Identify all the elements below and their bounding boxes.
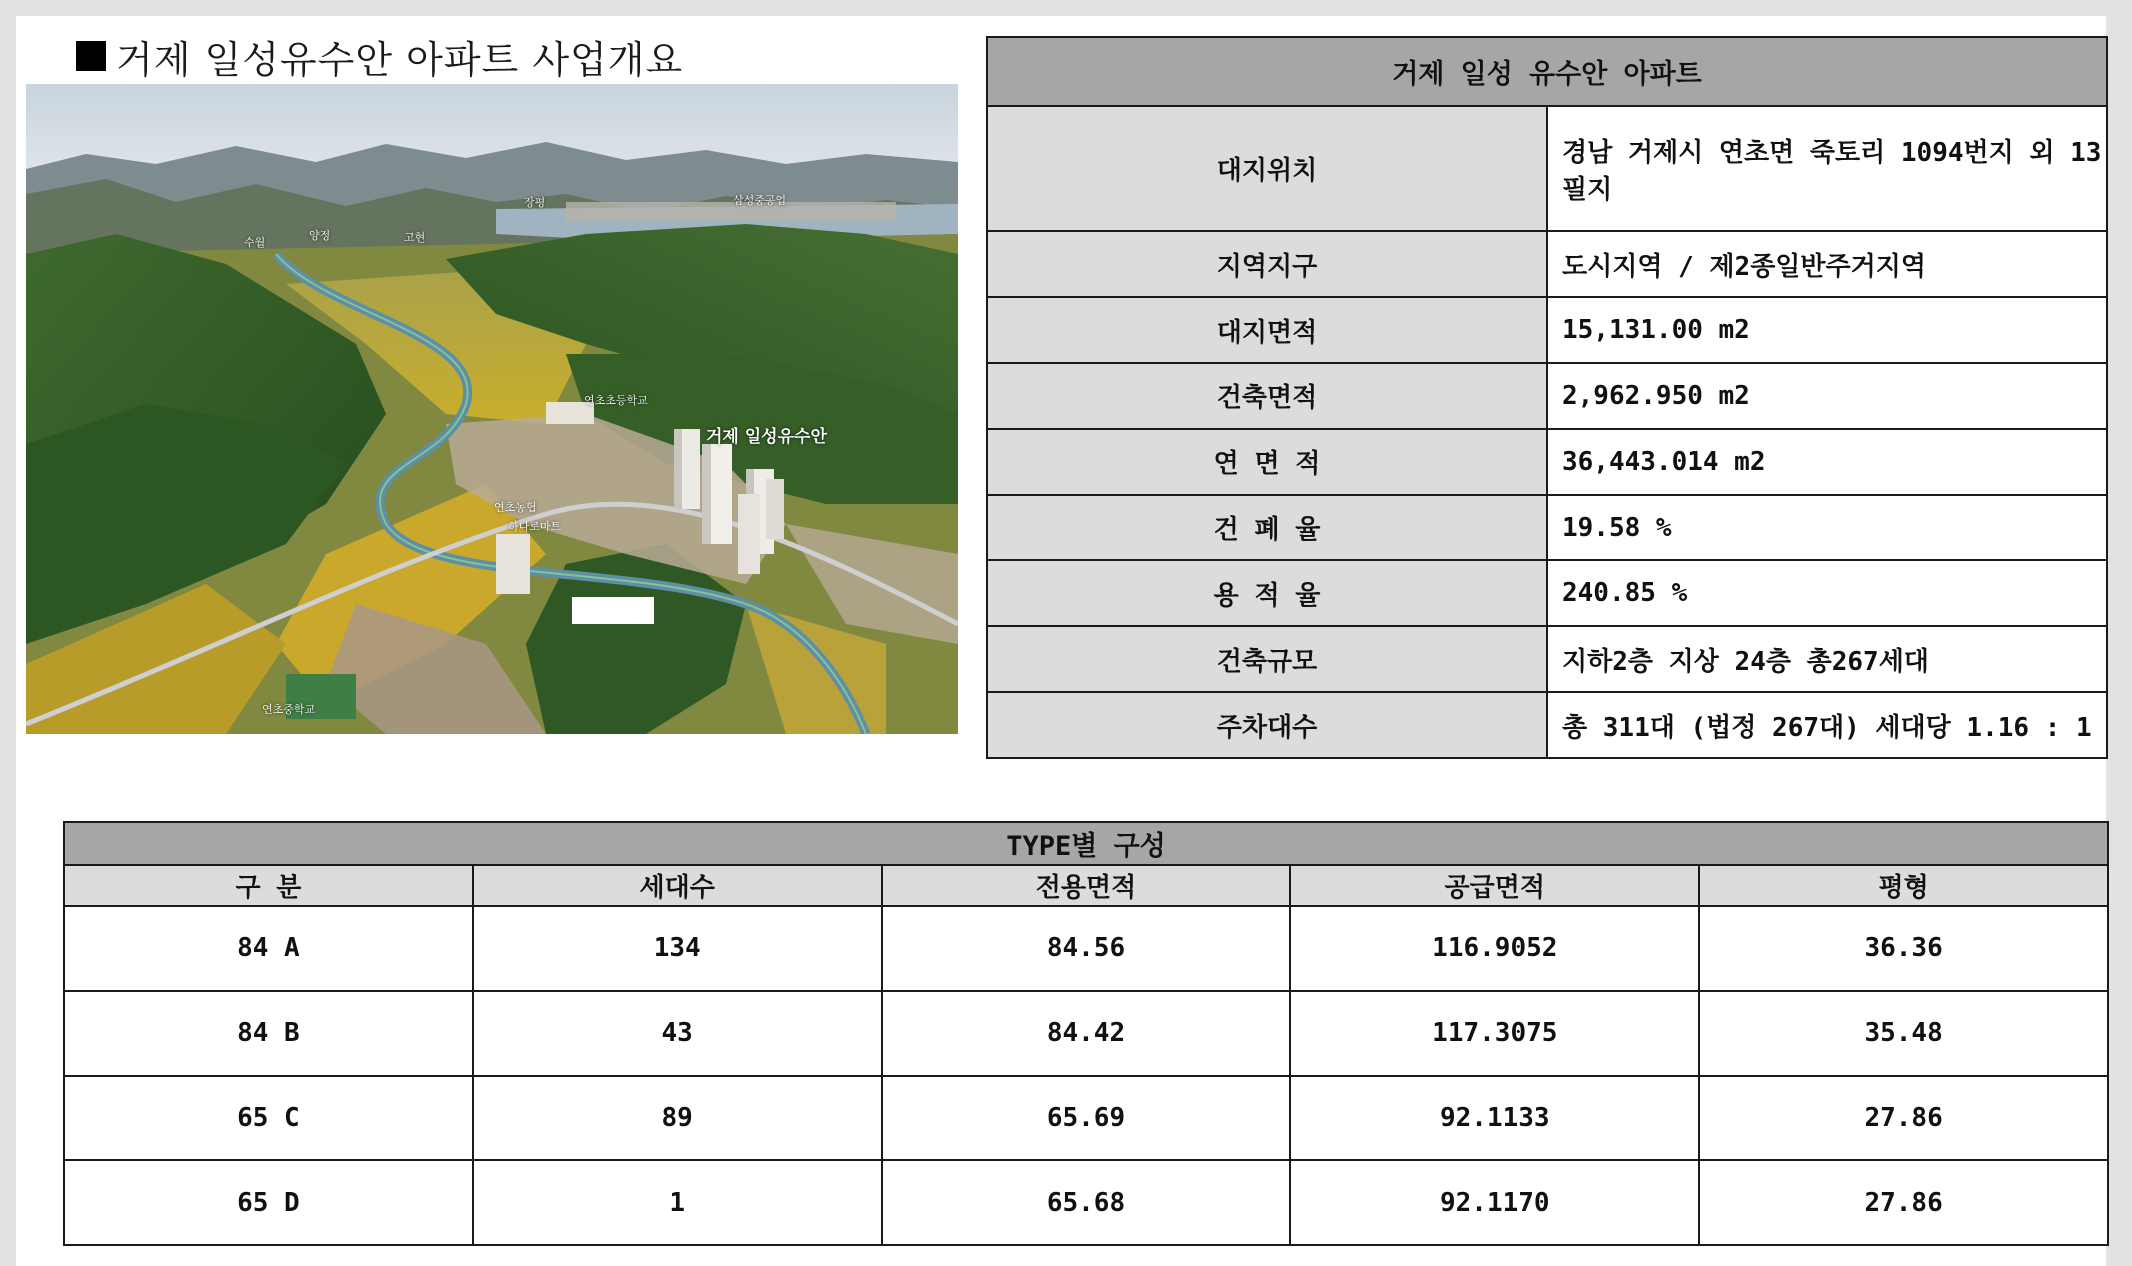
cell-type: 84 A bbox=[64, 906, 473, 991]
spec-value-site-location: 경남 거제시 연초면 죽토리 1094번지 외 13필지 bbox=[1547, 106, 2107, 231]
bullet-square-icon bbox=[76, 41, 106, 71]
cell-supply-area: 116.9052 bbox=[1290, 906, 1699, 991]
spec-row bbox=[987, 297, 2107, 363]
redaction-box bbox=[572, 597, 654, 624]
type-table bbox=[63, 821, 2109, 1246]
cell-type: 84 B bbox=[64, 991, 473, 1076]
page bbox=[16, 16, 2106, 1266]
spec-title: 거제 일성 유수안 아파트 bbox=[987, 37, 2107, 106]
spec-row bbox=[987, 692, 2107, 758]
cell-type: 65 D bbox=[64, 1160, 473, 1245]
spec-value-coverage-ratio: 19.58 % bbox=[1547, 495, 2107, 561]
table-row bbox=[64, 1160, 2108, 1245]
table-row bbox=[64, 906, 2108, 991]
label-yangjeong: 양정 bbox=[309, 229, 331, 242]
cell-supply-area: 92.1170 bbox=[1290, 1160, 1699, 1245]
spec-row bbox=[987, 626, 2107, 692]
spec-row bbox=[987, 429, 2107, 495]
label-elementary-school: 연초초등학교 bbox=[584, 394, 648, 407]
label-project-site: 거제 일성유수안 bbox=[706, 427, 827, 447]
cell-households: 134 bbox=[473, 906, 882, 991]
header-households: 세대수 bbox=[473, 865, 882, 906]
type-title-row bbox=[64, 822, 2108, 865]
spec-row bbox=[987, 231, 2107, 297]
spec-label-zoning: 지역지구 bbox=[987, 231, 1547, 297]
spec-row bbox=[987, 363, 2107, 429]
spec-value-site-area: 15,131.00 m2 bbox=[1547, 297, 2107, 363]
cell-households: 89 bbox=[473, 1076, 882, 1161]
spec-value-zoning: 도시지역 / 제2종일반주거지역 bbox=[1547, 231, 2107, 297]
header-supply-area: 공급면적 bbox=[1290, 865, 1699, 906]
spec-row bbox=[987, 495, 2107, 561]
spec-value-parking: 총 311대 (법정 267대) 세대당 1.16 : 1 bbox=[1547, 692, 2107, 758]
spec-value-building-area: 2,962.950 m2 bbox=[1547, 363, 2107, 429]
spec-label-building-scale: 건축규모 bbox=[987, 626, 1547, 692]
spec-label-parking: 주차대수 bbox=[987, 692, 1547, 758]
spec-label-building-area: 건축면적 bbox=[987, 363, 1547, 429]
cell-pyeong: 36.36 bbox=[1699, 906, 2108, 991]
spec-value-gross-floor-area: 36,443.014 m2 bbox=[1547, 429, 2107, 495]
spec-label-gross-floor-area: 연 면 적 bbox=[987, 429, 1547, 495]
distant-city bbox=[566, 202, 896, 222]
label-hanaro-mart: 하나로마트 bbox=[508, 520, 562, 533]
spec-label-coverage-ratio: 건 폐 율 bbox=[987, 495, 1547, 561]
label-nonghyup: 연초농협 bbox=[494, 501, 537, 514]
cell-households: 1 bbox=[473, 1160, 882, 1245]
aerial-photo bbox=[26, 84, 958, 734]
spec-label-floor-area-ratio: 용 적 율 bbox=[987, 560, 1547, 626]
table-row bbox=[64, 1076, 2108, 1161]
cell-exclusive-area: 65.69 bbox=[882, 1076, 1291, 1161]
cell-exclusive-area: 65.68 bbox=[882, 1160, 1291, 1245]
header-pyeong: 평형 bbox=[1699, 865, 2108, 906]
cell-supply-area: 92.1133 bbox=[1290, 1076, 1699, 1161]
type-table-title: TYPE별 구성 bbox=[64, 822, 2108, 865]
cell-supply-area: 117.3075 bbox=[1290, 991, 1699, 1076]
spec-title-row bbox=[987, 37, 2107, 106]
spec-value-building-scale: 지하2층 지상 24층 총267세대 bbox=[1547, 626, 2107, 692]
label-jangpyeong: 장평 bbox=[524, 196, 546, 209]
spec-row bbox=[987, 560, 2107, 626]
cell-type: 65 C bbox=[64, 1076, 473, 1161]
label-gohyeon: 고현 bbox=[404, 231, 426, 244]
header-type: 구 분 bbox=[64, 865, 473, 906]
cell-pyeong: 27.86 bbox=[1699, 1160, 2108, 1245]
spec-label-site-area: 대지면적 bbox=[987, 297, 1547, 363]
cell-exclusive-area: 84.56 bbox=[882, 906, 1291, 991]
cell-pyeong: 35.48 bbox=[1699, 991, 2108, 1076]
aerial-photo-illustration bbox=[26, 84, 958, 734]
type-header-row bbox=[64, 865, 2108, 906]
page-heading bbox=[76, 26, 683, 86]
spec-value-floor-area-ratio: 240.85 % bbox=[1547, 560, 2107, 626]
spec-row bbox=[987, 106, 2107, 231]
cell-exclusive-area: 84.42 bbox=[882, 991, 1291, 1076]
existing-apartment bbox=[496, 534, 530, 594]
label-suwol: 수월 bbox=[244, 236, 266, 249]
spec-table bbox=[986, 36, 2108, 759]
label-middle-school: 연초중학교 bbox=[262, 703, 316, 716]
label-samsung: 삼성중공업 bbox=[733, 194, 787, 207]
table-row bbox=[64, 991, 2108, 1076]
heading-text: 거제 일성유수안 아파트 사업개요 bbox=[116, 37, 684, 82]
header-exclusive-area: 전용면적 bbox=[882, 865, 1291, 906]
cell-pyeong: 27.86 bbox=[1699, 1076, 2108, 1161]
spec-label-site-location: 대지위치 bbox=[987, 106, 1547, 231]
cell-households: 43 bbox=[473, 991, 882, 1076]
